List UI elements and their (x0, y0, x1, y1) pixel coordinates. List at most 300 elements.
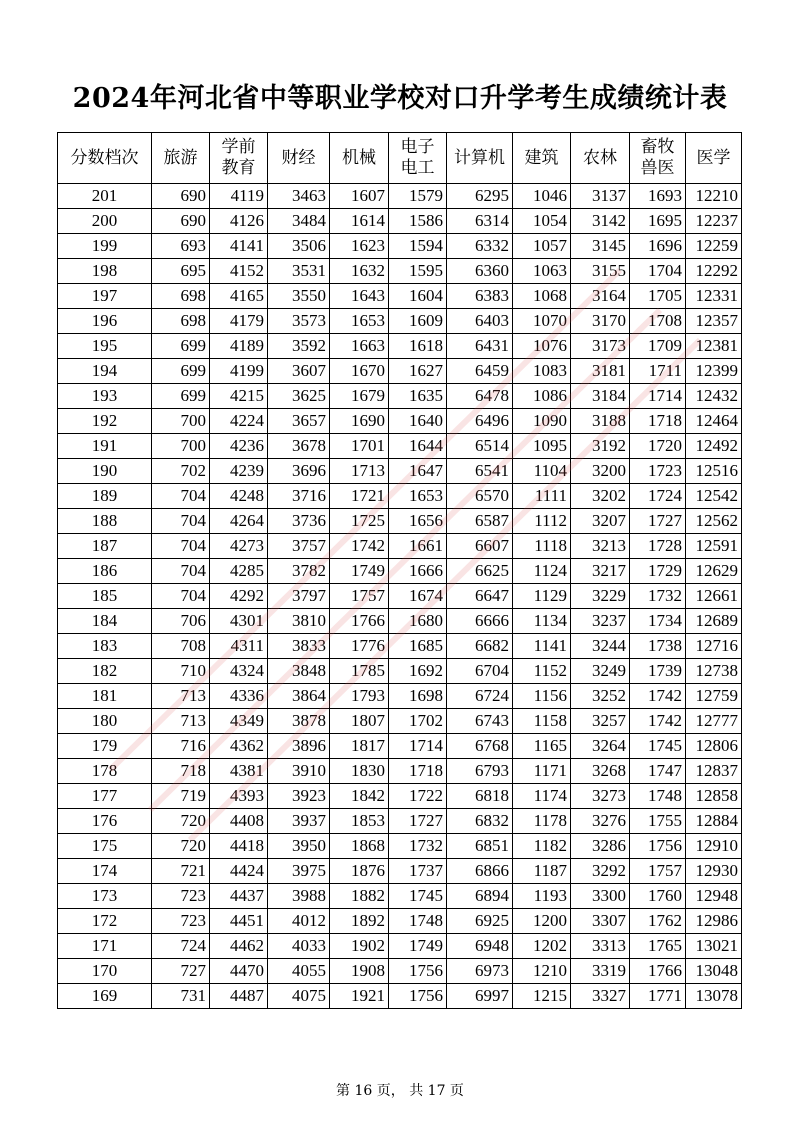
count-cell: 3484 (268, 209, 330, 234)
column-header: 畜牧 兽医 (630, 133, 686, 184)
count-cell: 12432 (686, 384, 742, 409)
count-cell: 3625 (268, 384, 330, 409)
count-cell: 1165 (513, 734, 571, 759)
count-cell: 1635 (389, 384, 447, 409)
count-cell: 6360 (447, 259, 513, 284)
score-level-cell: 175 (58, 834, 152, 859)
count-cell: 3975 (268, 859, 330, 884)
count-cell: 1174 (513, 784, 571, 809)
count-cell: 1762 (630, 909, 686, 934)
count-cell: 1674 (389, 584, 447, 609)
count-cell: 1604 (389, 284, 447, 309)
count-cell: 4393 (210, 784, 268, 809)
column-header: 机械 (330, 133, 389, 184)
count-cell: 1853 (330, 809, 389, 834)
count-cell: 727 (152, 959, 210, 984)
count-cell: 3192 (571, 434, 630, 459)
count-cell: 1718 (389, 759, 447, 784)
count-cell: 3300 (571, 884, 630, 909)
count-cell: 723 (152, 884, 210, 909)
count-cell: 1202 (513, 934, 571, 959)
score-level-cell: 182 (58, 659, 152, 684)
count-cell: 1738 (630, 634, 686, 659)
count-cell: 6666 (447, 609, 513, 634)
count-cell: 1111 (513, 484, 571, 509)
count-cell: 4362 (210, 734, 268, 759)
count-cell: 700 (152, 434, 210, 459)
count-cell: 718 (152, 759, 210, 784)
table-row (58, 484, 742, 509)
table-row (58, 334, 742, 359)
count-cell: 3170 (571, 309, 630, 334)
count-cell: 699 (152, 384, 210, 409)
count-cell: 4285 (210, 559, 268, 584)
count-cell: 1892 (330, 909, 389, 934)
count-cell: 1627 (389, 359, 447, 384)
count-cell: 1727 (630, 509, 686, 534)
count-cell: 4470 (210, 959, 268, 984)
count-cell: 4179 (210, 309, 268, 334)
count-cell: 1882 (330, 884, 389, 909)
count-cell: 4224 (210, 409, 268, 434)
table-row (58, 684, 742, 709)
count-cell: 1902 (330, 934, 389, 959)
count-cell: 4418 (210, 834, 268, 859)
count-cell: 3950 (268, 834, 330, 859)
count-cell: 6295 (447, 184, 513, 209)
count-cell: 1734 (630, 609, 686, 634)
count-cell: 1842 (330, 784, 389, 809)
count-cell: 1124 (513, 559, 571, 584)
score-level-cell: 201 (58, 184, 152, 209)
score-level-cell: 184 (58, 609, 152, 634)
count-cell: 1727 (389, 809, 447, 834)
count-cell: 1718 (630, 409, 686, 434)
count-cell: 6332 (447, 234, 513, 259)
count-cell: 12591 (686, 534, 742, 559)
column-header: 建筑 (513, 133, 571, 184)
column-header: 农林 (571, 133, 630, 184)
count-cell: 720 (152, 809, 210, 834)
count-cell: 12629 (686, 559, 742, 584)
count-cell: 4152 (210, 259, 268, 284)
score-level-cell: 197 (58, 284, 152, 309)
count-cell: 1134 (513, 609, 571, 634)
table-row (58, 609, 742, 634)
count-cell: 1171 (513, 759, 571, 784)
count-cell: 3273 (571, 784, 630, 809)
count-cell: 1739 (630, 659, 686, 684)
count-cell: 1070 (513, 309, 571, 334)
count-cell: 1766 (330, 609, 389, 634)
column-header: 学前 教育 (210, 133, 268, 184)
count-cell: 3506 (268, 234, 330, 259)
count-cell: 6768 (447, 734, 513, 759)
count-cell: 4033 (268, 934, 330, 959)
table-row (58, 584, 742, 609)
table-row (58, 209, 742, 234)
count-cell: 1755 (630, 809, 686, 834)
count-cell: 1692 (389, 659, 447, 684)
count-cell: 1607 (330, 184, 389, 209)
count-cell: 1632 (330, 259, 389, 284)
count-cell: 4487 (210, 984, 268, 1009)
count-cell: 3137 (571, 184, 630, 209)
count-cell: 1595 (389, 259, 447, 284)
count-cell: 3200 (571, 459, 630, 484)
count-cell: 3217 (571, 559, 630, 584)
count-cell: 1747 (630, 759, 686, 784)
count-cell: 6894 (447, 884, 513, 909)
count-cell: 3716 (268, 484, 330, 509)
count-cell: 1643 (330, 284, 389, 309)
table-row (58, 884, 742, 909)
count-cell: 6607 (447, 534, 513, 559)
count-cell: 1193 (513, 884, 571, 909)
table-row (58, 184, 742, 209)
count-cell: 724 (152, 934, 210, 959)
count-cell: 1749 (330, 559, 389, 584)
count-cell: 1653 (330, 309, 389, 334)
score-level-cell: 187 (58, 534, 152, 559)
count-cell: 702 (152, 459, 210, 484)
count-cell: 1210 (513, 959, 571, 984)
count-cell: 12331 (686, 284, 742, 309)
count-cell: 720 (152, 834, 210, 859)
count-cell: 713 (152, 709, 210, 734)
count-cell: 12738 (686, 659, 742, 684)
count-cell: 690 (152, 184, 210, 209)
count-cell: 4055 (268, 959, 330, 984)
count-cell: 1756 (389, 959, 447, 984)
count-cell: 6541 (447, 459, 513, 484)
count-cell: 3188 (571, 409, 630, 434)
table-row (58, 834, 742, 859)
count-cell: 3292 (571, 859, 630, 884)
count-cell: 3657 (268, 409, 330, 434)
count-cell: 4119 (210, 184, 268, 209)
count-cell: 3264 (571, 734, 630, 759)
count-cell: 12210 (686, 184, 742, 209)
count-cell: 4165 (210, 284, 268, 309)
score-level-cell: 194 (58, 359, 152, 384)
count-cell: 6383 (447, 284, 513, 309)
table-row (58, 984, 742, 1009)
table-row (58, 259, 742, 284)
table-header-row (58, 133, 742, 184)
score-level-cell: 169 (58, 984, 152, 1009)
count-cell: 4381 (210, 759, 268, 784)
count-cell: 6925 (447, 909, 513, 934)
column-header: 旅游 (152, 133, 210, 184)
column-header: 计算机 (447, 133, 513, 184)
count-cell: 723 (152, 909, 210, 934)
count-cell: 1729 (630, 559, 686, 584)
count-cell: 1640 (389, 409, 447, 434)
count-cell: 13021 (686, 934, 742, 959)
count-cell: 1921 (330, 984, 389, 1009)
count-cell: 1618 (389, 334, 447, 359)
count-cell: 3696 (268, 459, 330, 484)
count-cell: 3249 (571, 659, 630, 684)
count-cell: 4236 (210, 434, 268, 459)
table-row (58, 784, 742, 809)
count-cell: 1722 (389, 784, 447, 809)
count-cell: 12399 (686, 359, 742, 384)
count-cell: 3213 (571, 534, 630, 559)
count-cell: 3848 (268, 659, 330, 684)
count-cell: 4462 (210, 934, 268, 959)
count-cell: 4451 (210, 909, 268, 934)
count-cell: 3463 (268, 184, 330, 209)
count-cell: 4408 (210, 809, 268, 834)
score-level-cell: 199 (58, 234, 152, 259)
count-cell: 6851 (447, 834, 513, 859)
column-header: 医学 (686, 133, 742, 184)
count-cell: 1749 (389, 934, 447, 959)
table-row (58, 934, 742, 959)
count-cell: 1178 (513, 809, 571, 834)
count-cell: 6514 (447, 434, 513, 459)
score-level-cell: 176 (58, 809, 152, 834)
count-cell: 1083 (513, 359, 571, 384)
count-cell: 6973 (447, 959, 513, 984)
count-cell: 12930 (686, 859, 742, 884)
count-cell: 3736 (268, 509, 330, 534)
count-cell: 1141 (513, 634, 571, 659)
count-cell: 12237 (686, 209, 742, 234)
count-cell: 6478 (447, 384, 513, 409)
count-cell: 1765 (630, 934, 686, 959)
count-cell: 12884 (686, 809, 742, 834)
score-level-cell: 170 (58, 959, 152, 984)
count-cell: 1594 (389, 234, 447, 259)
count-cell: 1868 (330, 834, 389, 859)
count-cell: 1721 (330, 484, 389, 509)
count-cell: 1757 (630, 859, 686, 884)
table-row (58, 459, 742, 484)
score-level-cell: 174 (58, 859, 152, 884)
count-cell: 1771 (630, 984, 686, 1009)
table-row (58, 359, 742, 384)
count-cell: 6743 (447, 709, 513, 734)
count-cell: 3833 (268, 634, 330, 659)
count-cell: 3319 (571, 959, 630, 984)
count-cell: 1118 (513, 534, 571, 559)
table-row (58, 734, 742, 759)
count-cell: 731 (152, 984, 210, 1009)
count-cell: 1129 (513, 584, 571, 609)
count-cell: 4199 (210, 359, 268, 384)
count-cell: 1609 (389, 309, 447, 334)
count-cell: 1653 (389, 484, 447, 509)
count-cell: 3550 (268, 284, 330, 309)
count-cell: 1785 (330, 659, 389, 684)
count-cell: 699 (152, 359, 210, 384)
count-cell: 1725 (330, 509, 389, 534)
count-cell: 6459 (447, 359, 513, 384)
table-row (58, 809, 742, 834)
count-cell: 710 (152, 659, 210, 684)
table-row (58, 859, 742, 884)
score-level-cell: 191 (58, 434, 152, 459)
count-cell: 3184 (571, 384, 630, 409)
table-row (58, 634, 742, 659)
score-level-cell: 185 (58, 584, 152, 609)
count-cell: 3276 (571, 809, 630, 834)
count-cell: 4075 (268, 984, 330, 1009)
count-cell: 6587 (447, 509, 513, 534)
count-cell: 1690 (330, 409, 389, 434)
score-level-cell: 183 (58, 634, 152, 659)
count-cell: 3607 (268, 359, 330, 384)
count-cell: 1579 (389, 184, 447, 209)
count-cell: 1057 (513, 234, 571, 259)
count-cell: 3797 (268, 584, 330, 609)
count-cell: 3145 (571, 234, 630, 259)
count-cell: 1647 (389, 459, 447, 484)
table-row (58, 759, 742, 784)
count-cell: 1086 (513, 384, 571, 409)
count-cell: 3878 (268, 709, 330, 734)
count-cell: 12381 (686, 334, 742, 359)
count-cell: 6314 (447, 209, 513, 234)
count-cell: 1187 (513, 859, 571, 884)
column-header: 财经 (268, 133, 330, 184)
score-level-cell: 195 (58, 334, 152, 359)
count-cell: 3252 (571, 684, 630, 709)
count-cell: 6866 (447, 859, 513, 884)
score-level-cell: 173 (58, 884, 152, 909)
count-cell: 1063 (513, 259, 571, 284)
count-cell: 3531 (268, 259, 330, 284)
count-cell: 1695 (630, 209, 686, 234)
count-cell: 3244 (571, 634, 630, 659)
table-row (58, 384, 742, 409)
table-row (58, 309, 742, 334)
score-level-cell: 196 (58, 309, 152, 334)
count-cell: 3142 (571, 209, 630, 234)
count-cell: 6704 (447, 659, 513, 684)
count-cell: 6793 (447, 759, 513, 784)
count-cell: 3173 (571, 334, 630, 359)
page-footer: 第 16 页， 共 17 页 (336, 1083, 464, 1099)
count-cell: 1830 (330, 759, 389, 784)
count-cell: 1742 (630, 709, 686, 734)
count-cell: 1095 (513, 434, 571, 459)
count-cell: 1663 (330, 334, 389, 359)
table-row (58, 709, 742, 734)
score-level-cell: 171 (58, 934, 152, 959)
count-cell: 1215 (513, 984, 571, 1009)
count-cell: 704 (152, 509, 210, 534)
score-level-cell: 181 (58, 684, 152, 709)
count-cell: 12562 (686, 509, 742, 534)
count-cell: 704 (152, 584, 210, 609)
count-cell: 1090 (513, 409, 571, 434)
count-cell: 4424 (210, 859, 268, 884)
count-cell: 1711 (630, 359, 686, 384)
count-cell: 704 (152, 484, 210, 509)
count-cell: 1748 (630, 784, 686, 809)
table-row (58, 234, 742, 259)
score-level-cell: 180 (58, 709, 152, 734)
count-cell: 4324 (210, 659, 268, 684)
count-cell: 1793 (330, 684, 389, 709)
count-cell: 4292 (210, 584, 268, 609)
column-header: 电子 电工 (389, 133, 447, 184)
count-cell: 3896 (268, 734, 330, 759)
count-cell: 12292 (686, 259, 742, 284)
count-cell: 719 (152, 784, 210, 809)
count-cell: 700 (152, 409, 210, 434)
count-cell: 1760 (630, 884, 686, 909)
count-cell: 3782 (268, 559, 330, 584)
count-cell: 6997 (447, 984, 513, 1009)
count-cell: 6682 (447, 634, 513, 659)
count-cell: 1756 (630, 834, 686, 859)
count-cell: 12948 (686, 884, 742, 909)
count-cell: 693 (152, 234, 210, 259)
score-level-cell: 172 (58, 909, 152, 934)
count-cell: 4273 (210, 534, 268, 559)
score-level-cell: 188 (58, 509, 152, 534)
count-cell: 1046 (513, 184, 571, 209)
count-cell: 13078 (686, 984, 742, 1009)
score-level-cell: 200 (58, 209, 152, 234)
count-cell: 1704 (630, 259, 686, 284)
count-cell: 3207 (571, 509, 630, 534)
count-cell: 4349 (210, 709, 268, 734)
count-cell: 1876 (330, 859, 389, 884)
score-level-cell: 193 (58, 384, 152, 409)
count-cell: 698 (152, 309, 210, 334)
score-level-cell: 177 (58, 784, 152, 809)
count-cell: 6625 (447, 559, 513, 584)
count-cell: 704 (152, 534, 210, 559)
count-cell: 3164 (571, 284, 630, 309)
count-cell: 3937 (268, 809, 330, 834)
count-cell: 1693 (630, 184, 686, 209)
count-cell: 4301 (210, 609, 268, 634)
table-row (58, 959, 742, 984)
count-cell: 3286 (571, 834, 630, 859)
count-cell: 4311 (210, 634, 268, 659)
table-row (58, 909, 742, 934)
count-cell: 3229 (571, 584, 630, 609)
count-cell: 1680 (389, 609, 447, 634)
count-cell: 1714 (389, 734, 447, 759)
score-level-cell: 189 (58, 484, 152, 509)
count-cell: 1152 (513, 659, 571, 684)
count-cell: 1701 (330, 434, 389, 459)
count-cell: 6403 (447, 309, 513, 334)
count-cell: 1708 (630, 309, 686, 334)
count-cell: 1156 (513, 684, 571, 709)
count-cell: 3327 (571, 984, 630, 1009)
count-cell: 1182 (513, 834, 571, 859)
count-cell: 13048 (686, 959, 742, 984)
count-cell: 12661 (686, 584, 742, 609)
count-cell: 690 (152, 209, 210, 234)
count-cell: 6948 (447, 934, 513, 959)
count-cell: 716 (152, 734, 210, 759)
count-cell: 3202 (571, 484, 630, 509)
count-cell: 1112 (513, 509, 571, 534)
count-cell: 3268 (571, 759, 630, 784)
score-level-cell: 192 (58, 409, 152, 434)
table-body (58, 184, 742, 1009)
